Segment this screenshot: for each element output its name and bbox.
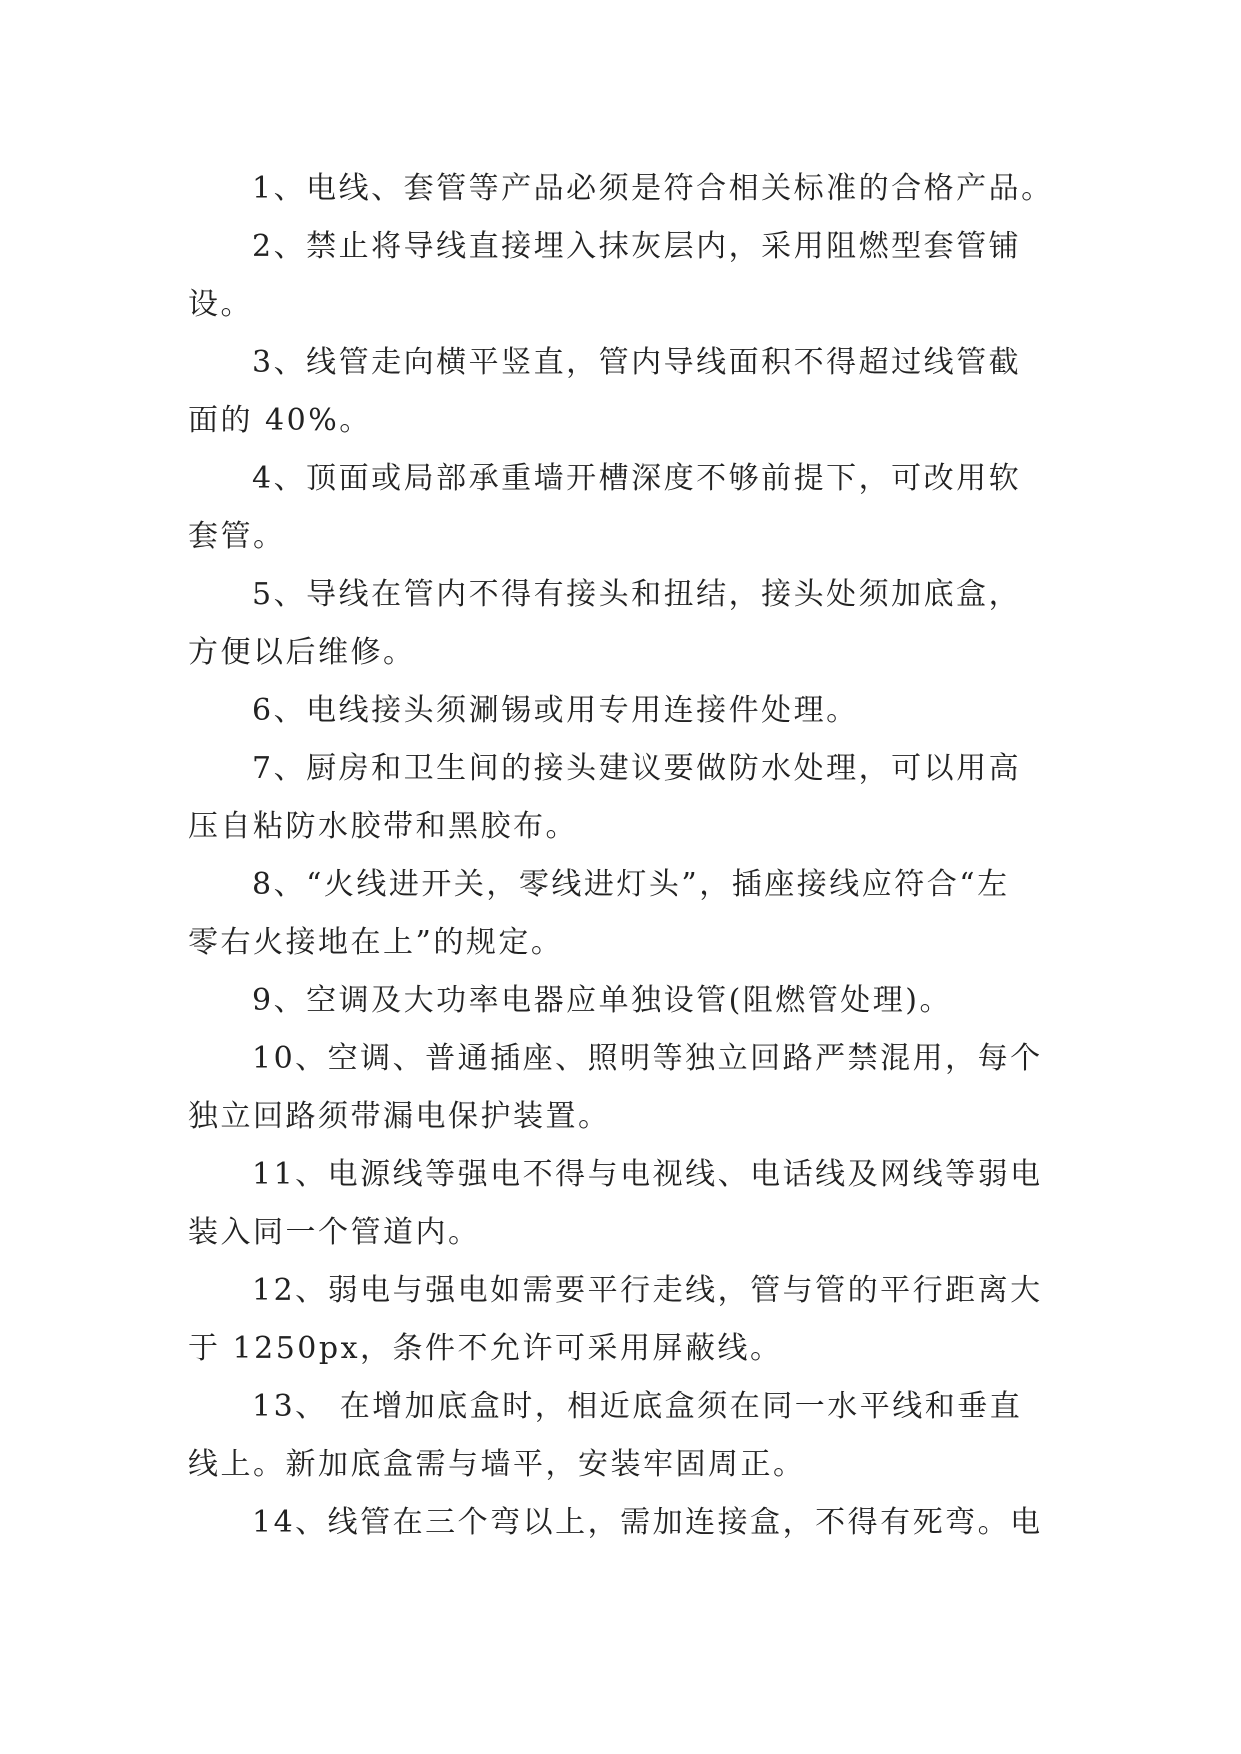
list-item-13-line-2: 线上。新加底盒需与墙平，安装牢固周正。 [188,1447,806,1482]
list-item-12-line-2: 于 1250px，条件不允许可采用屏蔽线。 [188,1331,783,1366]
list-item-1 [188,160,1068,218]
list-item-8 [188,856,1068,972]
list-item-14 [188,1494,1068,1552]
list-item-6-line-1: 6、电线接头须涮锡或用专用连接件处理。 [252,693,859,728]
list-item-12-line-1: 12、弱电与强电如需要平行走线，管与管的平行距离大 [252,1273,1043,1308]
list-item-10 [188,1030,1068,1146]
list-item-9-line-1: 9、空调及大功率电器应单独设管(阻燃管处理)。 [252,983,952,1018]
list-item-4-line-2: 套管。 [188,519,286,554]
list-item-2 [188,218,1068,334]
list-item-4-line-1: 4、顶面或局部承重墙开槽深度不够前提下，可改用软 [252,461,1022,496]
list-item-6 [188,682,1068,740]
list-item-12 [188,1262,1068,1378]
list-item-5-line-1: 5、导线在管内不得有接头和扭结，接头处须加底盒， [252,577,1022,612]
list-item-10-line-1: 10、空调、普通插座、照明等独立回路严禁混用，每个 [252,1041,1043,1076]
list-item-1-line-1: 1、电线、套管等产品必须是符合相关标准的合格产品。 [252,171,1054,206]
list-item-2-line-2: 设。 [188,287,253,322]
list-item-5 [188,566,1068,682]
list-item-11 [188,1146,1068,1262]
list-item-13 [188,1378,1068,1494]
list-item-3-line-1: 3、线管走向横平竖直，管内导线面积不得超过线管截 [252,345,1022,380]
list-item-11-line-1: 11、电源线等强电不得与电视线、电话线及网线等弱电 [252,1157,1043,1192]
list-item-13-line-1: 13、 在增加底盒时，相近底盒须在同一水平线和垂直 [252,1389,1023,1424]
list-item-10-line-2: 独立回路须带漏电保护装置。 [188,1099,611,1134]
list-item-4 [188,450,1068,566]
list-item-14-line-1: 14、线管在三个弯以上，需加连接盒，不得有死弯。电 [252,1505,1043,1540]
list-item-7 [188,740,1068,856]
list-item-3-line-2: 面的 40%。 [188,403,372,438]
list-item-5-line-2: 方便以后维修。 [188,635,416,670]
list-item-7-line-2: 压自粘防水胶带和黑胶布。 [188,809,578,844]
document-body [188,160,1068,1552]
list-item-11-line-2: 装入同一个管道内。 [188,1215,481,1250]
list-item-9 [188,972,1068,1030]
list-item-8-line-1: 8、“火线进开关，零线进灯头”，插座接线应符合“左 [252,867,1010,902]
list-item-7-line-1: 7、厨房和卫生间的接头建议要做防水处理，可以用高 [252,751,1022,786]
list-item-3 [188,334,1068,450]
list-item-8-line-2: 零右火接地在上”的规定。 [188,925,564,960]
list-item-2-line-1: 2、禁止将导线直接埋入抹灰层内，采用阻燃型套管铺 [252,229,1022,264]
